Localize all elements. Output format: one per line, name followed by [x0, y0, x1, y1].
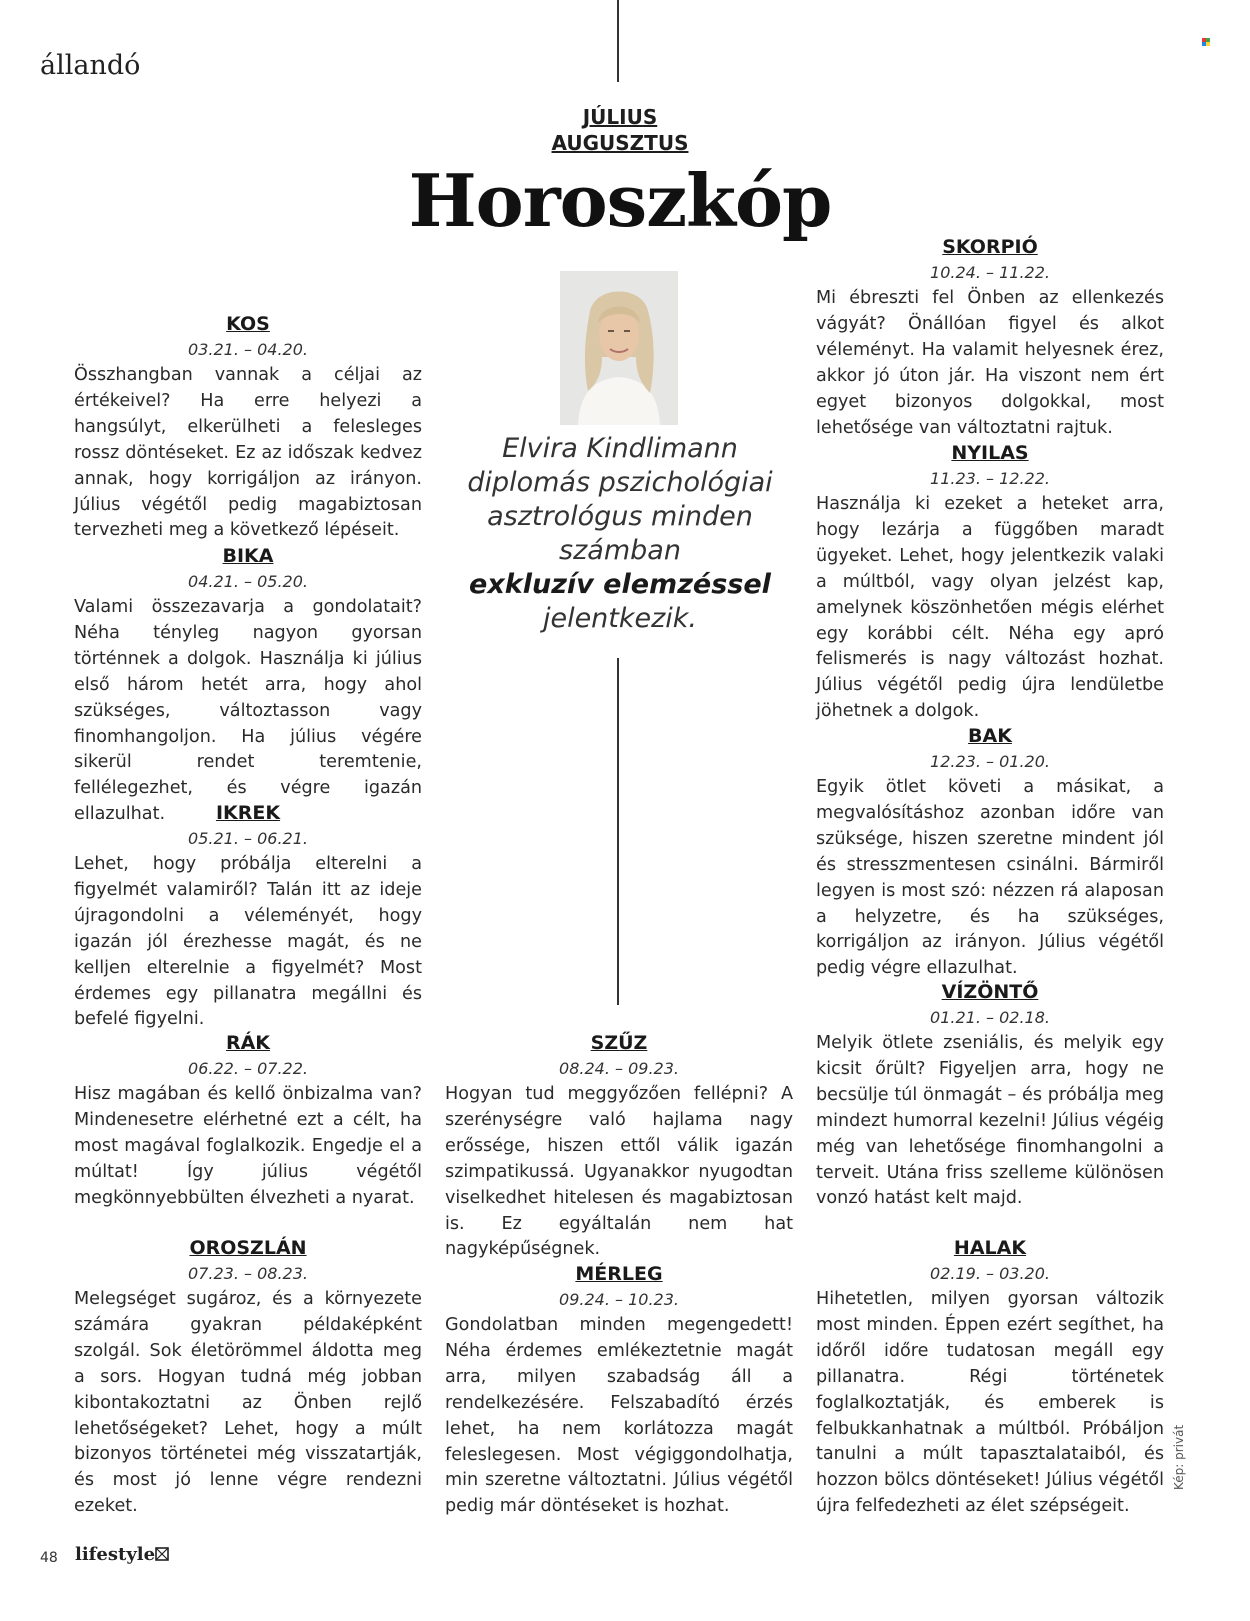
intro-line-3: asztrológus minden	[487, 501, 753, 532]
sign-text: Gondolatban minden megengedett! Néha érdemes emlékeztetnie magát arra, milyen szabadság áll a rendelkezésére. Felszabadító érzés lehet, ha nem korlátozza magát feleslegesen. Most végiggondolhatja, min szeretne változtatni. Július végétől pedig már döntéseket is hozhat.	[445, 1315, 793, 1517]
sign-dates: 07.23. – 08.23.	[188, 1264, 308, 1283]
sign-dates: 06.22. – 07.22.	[188, 1059, 308, 1078]
color-mark-icon	[1202, 31, 1210, 39]
sign-dates: 03.21. – 04.20.	[188, 340, 308, 359]
section-label: állandó	[40, 50, 141, 81]
sign-text: Használja ki ezeket a heteket arra, hogy lezárja a függőben maradt ügyeket. Lehet, hogy jelentkezik valaki a múltból, vagy olyan jelzést kap, amelynek köszönhetően mégis elérhet egy korábbi célt. Néha egy apró felismerés is nagy változást hozhat. Július végétől pedig újra lendületbe jöhetnek a dolgok.	[816, 494, 1164, 722]
intro-line-5: exkluzív elemzéssel	[469, 569, 771, 600]
months-line-2: AUGUSZTUS	[551, 131, 689, 155]
sign-dates: 04.21. – 05.20.	[188, 572, 308, 591]
sign-name: HALAK	[953, 1237, 1027, 1259]
sign-kos	[74, 312, 422, 544]
top-divider-line	[617, 0, 619, 82]
sign-name: SKORPIÓ	[942, 236, 1038, 258]
sign-name: VÍZÖNTŐ	[941, 981, 1039, 1003]
sign-dates: 01.21. – 02.18.	[930, 1008, 1050, 1027]
sign-nyilas	[816, 441, 1164, 725]
sign-text: Összhangban vannak a céljai az értékeivel? Ha erre helyezi a hangsúlyt, elkerülheti a felesleges rossz döntéseket. Ez az időszak kedvez annak, hogy korrigáljon az irányon. Július végétől pedig magabiztosan tervezheti meg a következő lépéseit.	[74, 365, 422, 541]
sign-text: Hogyan tud meggyőzően fellépni? A szerénységre való hajlama nagy erőssége, hiszen ettől válik igazán szimpatikussá. Ugyanakkor nyugodtan viselkedhet hitelesen és magabiztosan is. Ez egyáltalán nem hat nagyképűségnek.	[445, 1084, 793, 1260]
sign-rak	[74, 1031, 422, 1212]
center-divider-line	[617, 658, 619, 1005]
sign-text: Melyik ötlete zseniális, és melyik egy kicsit őrült? Figyeljen arra, hogy ne becsülje túl önmagát – és próbálja meg mindezt humorral kezelni! Július végéig még van lehetősége finomhangolni a terveit. Utána friss szelleme különösen vonzó hatást kelt majd.	[816, 1033, 1164, 1209]
sign-name: KOS	[226, 313, 270, 335]
sign-dates: 08.24. – 09.23.	[559, 1059, 679, 1078]
sign-dates: 11.23. – 12.22.	[930, 469, 1050, 488]
sign-bak	[816, 724, 1164, 982]
sign-text: Valami összezavarja a gondolatait? Néha tényleg nagyon gyorsan történnek a dolgok. Használja ki július első három hetét arra, hogy ahol szükséges, változtasson vagy finomhangoljon. Ha július végére sikerül rendet teremtenie, fellélegezhet, és végre igazán ellazulhat.	[74, 597, 422, 825]
intro-line-1: Elvira Kindlimann	[502, 433, 738, 464]
sign-name: RÁK	[225, 1032, 271, 1054]
sign-dates: 10.24. – 11.22.	[930, 263, 1050, 282]
sign-text: Egyik ötlet követi a másikat, a megvalósításhoz azonban időre van szüksége, hiszen szeretne mindent jól és stresszmentesen csinálni. Bármiről legyen is most szó: nézzen rá alaposan a helyzetre, és ha szükséges, korrigáljon az irányon. Július végétől pedig végre ellazulhat.	[816, 777, 1164, 979]
sign-skorpio	[816, 235, 1164, 441]
sign-name: BAK	[968, 725, 1012, 747]
sign-dates: 09.24. – 10.23.	[559, 1290, 679, 1309]
author-portrait	[560, 271, 678, 425]
months-line-1: JÚLIUS	[582, 105, 658, 129]
sign-oroszlan	[74, 1236, 422, 1520]
photo-credit: Kép: privát	[1172, 1424, 1186, 1490]
sign-dates: 05.21. – 06.21.	[188, 829, 308, 848]
sign-text: Hihetetlen, milyen gyorsan változik most minden. Éppen ezért segíthet, ha időről időre tudatosan megáll egy pillanatra. Régi történetek foglalkoztatják, és emberek is felbukkanhatnak a múltból. Próbáljon tanulni a múlt tapasztalataiból, és hozzon bölcs döntéseket! Július végétől újra felfedezheti az élet szépségeit.	[816, 1289, 1164, 1517]
sign-text: Melegséget sugároz, és a környezete számára gyakran példaképként szolgál. Sok életörömmel áldotta meg a sors. Hogyan tudná még jobban kibontakoztatni az Önben rejlő lehetőségeket? Lehet, hogy a múlt bizonyos történetei még visszatartják, és most jó lenne végre rendezni ezeket.	[74, 1289, 422, 1517]
sign-name: SZŰZ	[590, 1032, 648, 1054]
page-title: Horoszkóp	[408, 158, 832, 243]
intro-line-6: jelentkezik.	[542, 603, 698, 634]
sign-ikrek	[74, 801, 422, 1033]
sign-text: Lehet, hogy próbálja elterelni a figyelmét valamiről? Talán itt az ideje újragondolni a véleményét, hogy igazán jól érezhesse magát, és ne kelljen elterelnie a figyelmét? Most érdemes egy pillanatra megállni és befelé figyelni.	[74, 854, 422, 1030]
brand-logo-icon	[154, 1546, 170, 1566]
magazine-brand: lifestyle	[75, 1544, 156, 1565]
sign-merleg	[445, 1262, 793, 1520]
intro-line-4: számban	[559, 535, 681, 566]
sign-text: Mi ébreszti fel Önben az ellenkezés vágyát? Önállóan figyel és alkot véleményt. Ha valamit helyesnek érez, akkor jó úton jár. Ha viszont nem ért egyet bizonyos dolgokkal, most lehetősége van változtatni rajtuk.	[816, 288, 1164, 438]
sign-name: BIKA	[222, 545, 274, 567]
sign-halak	[816, 1236, 1164, 1520]
sign-name: MÉRLEG	[575, 1263, 663, 1285]
page-number: 48	[40, 1550, 58, 1566]
sign-name: IKREK	[215, 802, 281, 824]
sign-szuz	[445, 1031, 793, 1263]
sign-dates: 02.19. – 03.20.	[930, 1264, 1050, 1283]
intro-line-2: diplomás pszichológiai	[467, 467, 773, 498]
author-intro	[430, 432, 810, 636]
sign-bika	[74, 544, 422, 828]
sign-text: Hisz magában és kellő önbizalma van? Mindenesetre elérhetné ezt a célt, ha most magával foglalkozik. Engedje el a múltat! Így július végétől megkönnyebbülten élvezheti a nyarat.	[74, 1084, 422, 1208]
sign-vizonto	[816, 980, 1164, 1212]
sign-name: OROSZLÁN	[189, 1237, 307, 1259]
sign-name: NYILAS	[951, 442, 1029, 464]
sign-dates: 12.23. – 01.20.	[930, 752, 1050, 771]
